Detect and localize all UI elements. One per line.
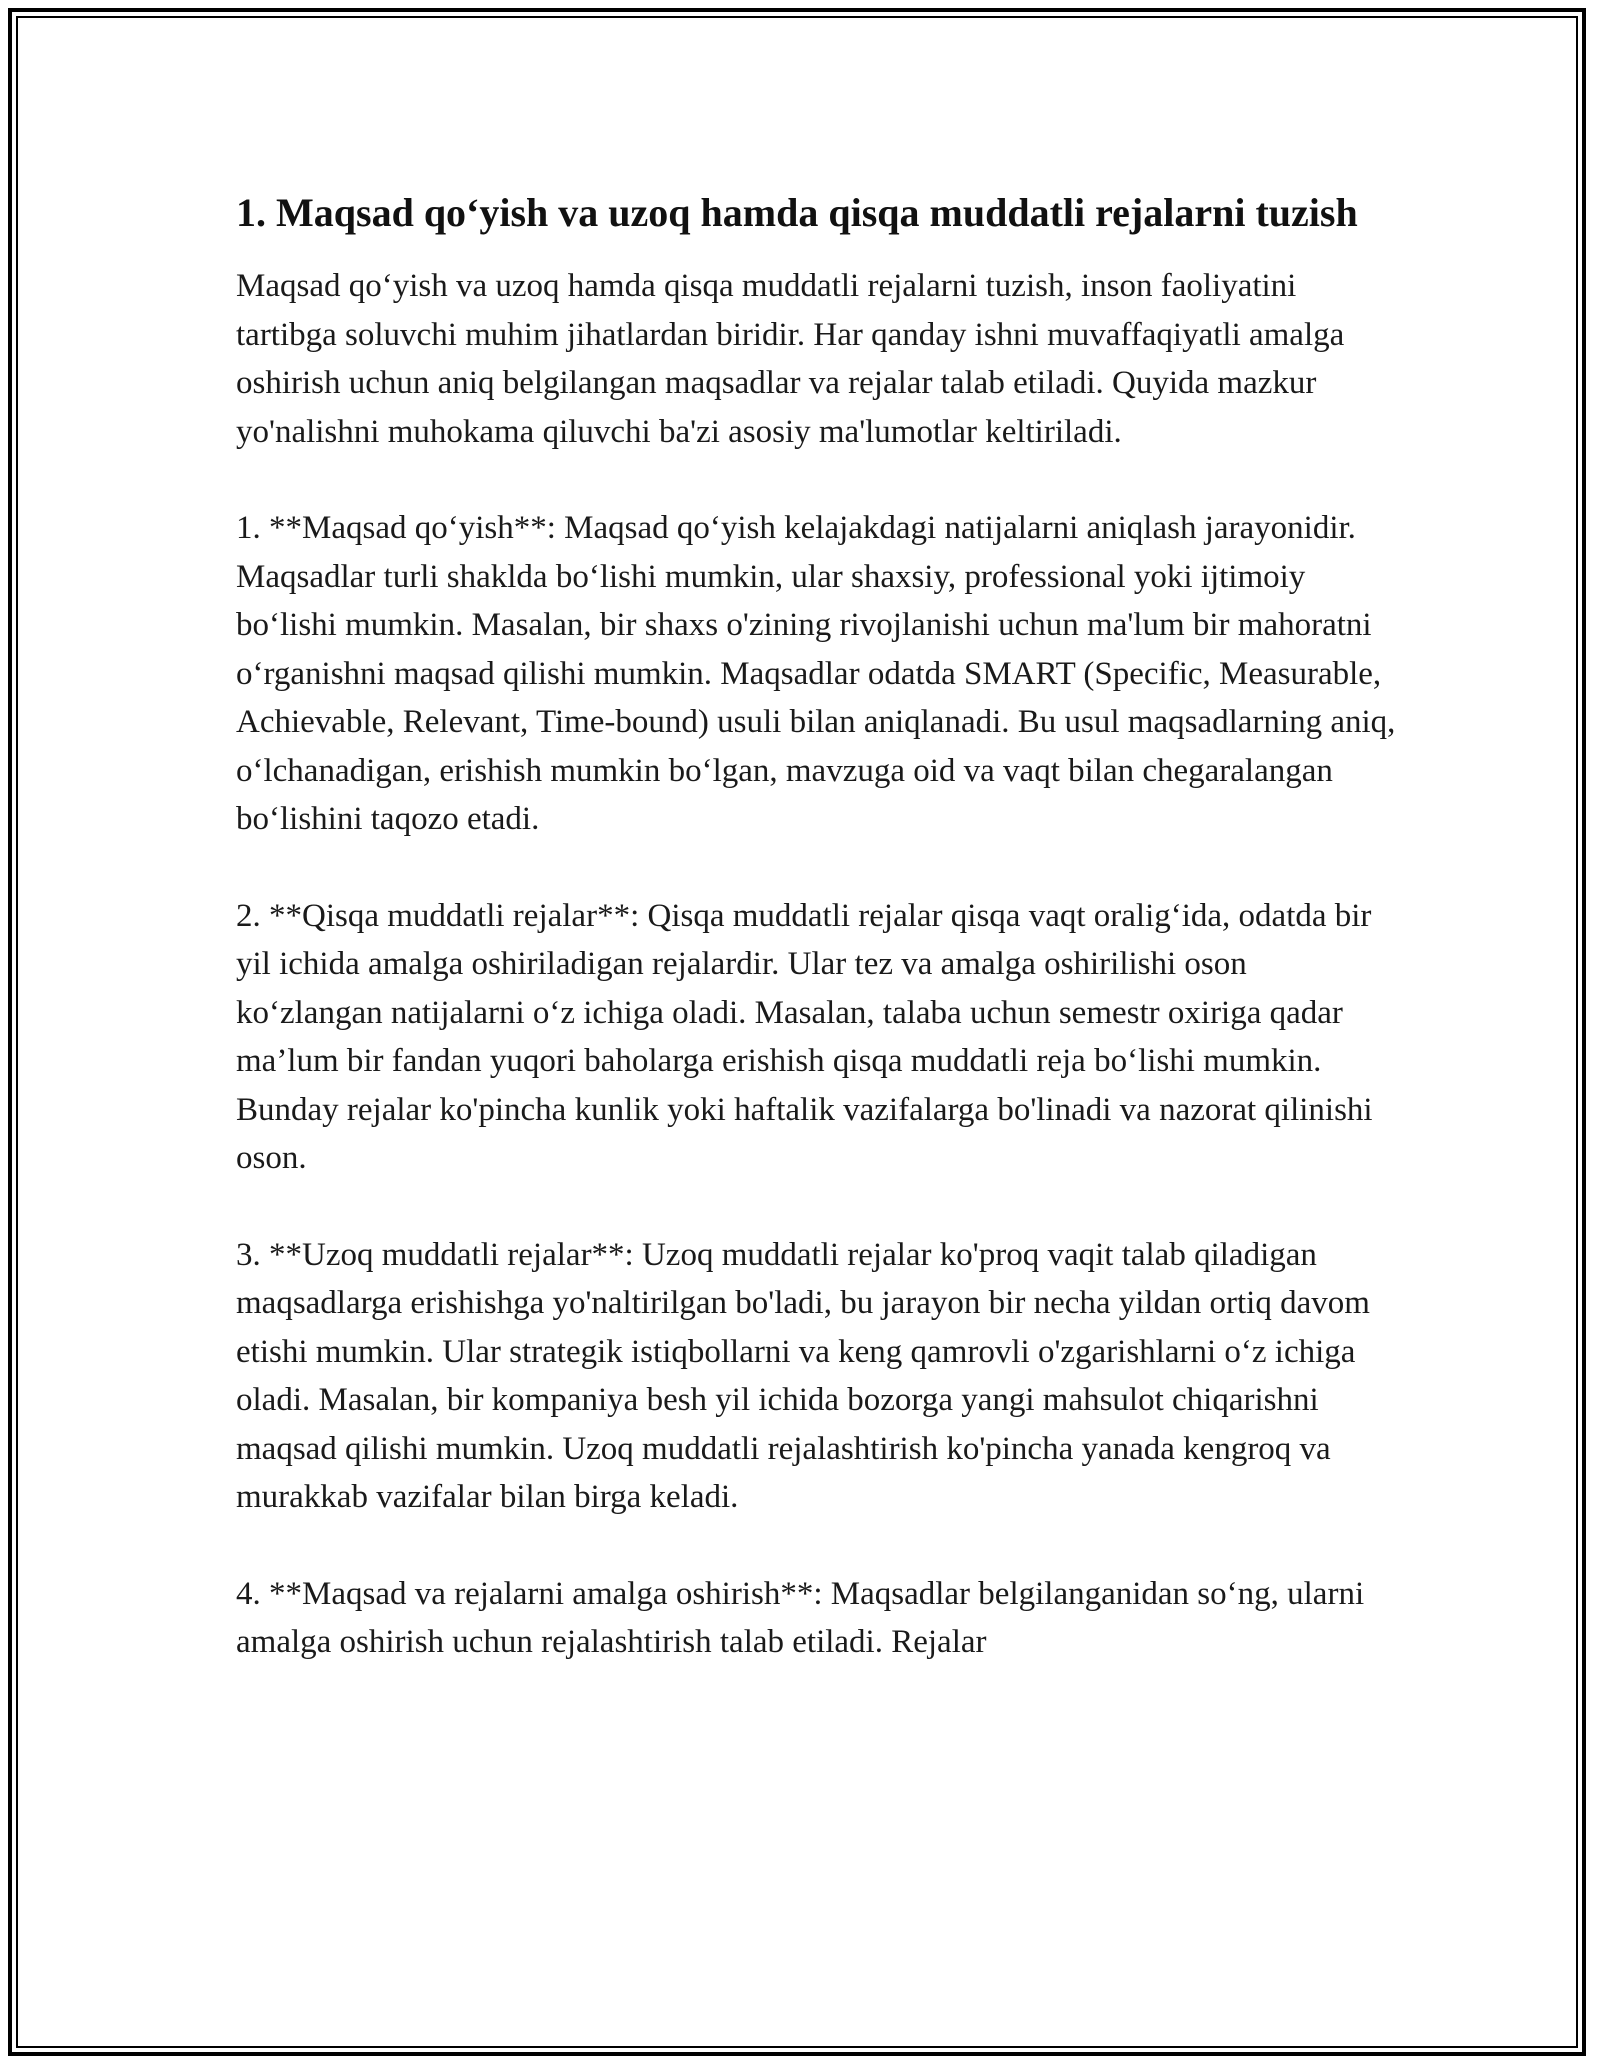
paragraph-short-term-plans: 2. **Qisqa muddatli rejalar**: Qisqa muddatli rejalar qisqa vaqt oralig‘ida, odatda bir yil ichida amalga oshiriladigan rejalardir. Ular tez va amalga oshirilishi oson ko‘zlangan natijalarni o‘z ichiga oladi. Masalan, talaba uchun semestr oxiriga qadar ma’lum bir fandan yuqori baholarga erishish qisqa muddatli reja bo‘lishi mumkin. Bunday rejalar ko'pincha kunlik yoki haftalik vazifalarga bo'linadi va nazorat qilinishi oson.	[236, 897, 1373, 1176]
paragraph-long-term-plans: 3. **Uzoq muddatli rejalar**: Uzoq muddatli rejalar ko'proq vaqit talab qiladigan maqsadlarga erishishga yo'naltirilgan bo'ladi, bu jarayon bir necha yildan ortiq davom etishi mumkin. Ular strategik istiqbollarni va keng qamrovli o'zgarishlarni o‘z ichiga oladi. Masalan, bir kompaniya besh yil ichida bozorga yangi mahsulot chiqarishni maqsad qilishi mumkin. Uzoq muddatli rejalashtirish ko'pincha yanada kengroq va murakkab vazifalar bilan birga keladi.	[236, 1236, 1370, 1515]
paragraph-implementation: 4. **Maqsad va rejalarni amalga oshirish**: Maqsadlar belgilanganidan so‘ng, ularni amalga oshirish uchun rejalashtirish talab etiladi. Rejalar	[236, 1575, 1365, 1660]
intro-paragraph: Maqsad qo‘yish va uzoq hamda qisqa muddatli rejalarni tuzish, inson faoliyatini tartibga soluvchi muhim jihatlardan biridir. Har qanday ishni muvaffaqiyatli amalga oshirish uchun aniq belgilangan maqsadlar va rejalar talab etiladi. Quyida mazkur yo'nalishni muhokama qiluvchi ba'zi asosiy ma'lumotlar keltiriladi.	[236, 268, 1345, 450]
document-body	[236, 186, 1396, 1667]
paragraph-goal-setting: 1. **Maqsad qo‘yish**: Maqsad qo‘yish kelajakdagi natijalarni aniqlash jarayonidir. Maqsadlar turli shaklda bo‘lishi mumkin, ular shaxsiy, professional yoki ijtimoiy bo‘lishi mumkin. Masalan, bir shaxs o'zining rivojlanishi uchun ma'lum bir mahoratni o‘rganishni maqsad qilishi mumkin. Maqsadlar odatda SMART (Specific, Measurable, Achievable, Relevant, Time-bound) usuli bilan aniqlanadi. Bu usul maqsadlarning aniq, o‘lchanadigan, erishish mumkin bo‘lgan, mavzuga oid va vaqt bilan chegaralangan bo‘lishini taqozo etadi.	[236, 510, 1396, 837]
section-heading: 1. Maqsad qo‘yish va uzoq hamda qisqa muddatli rejalarni tuzish	[236, 190, 1358, 235]
